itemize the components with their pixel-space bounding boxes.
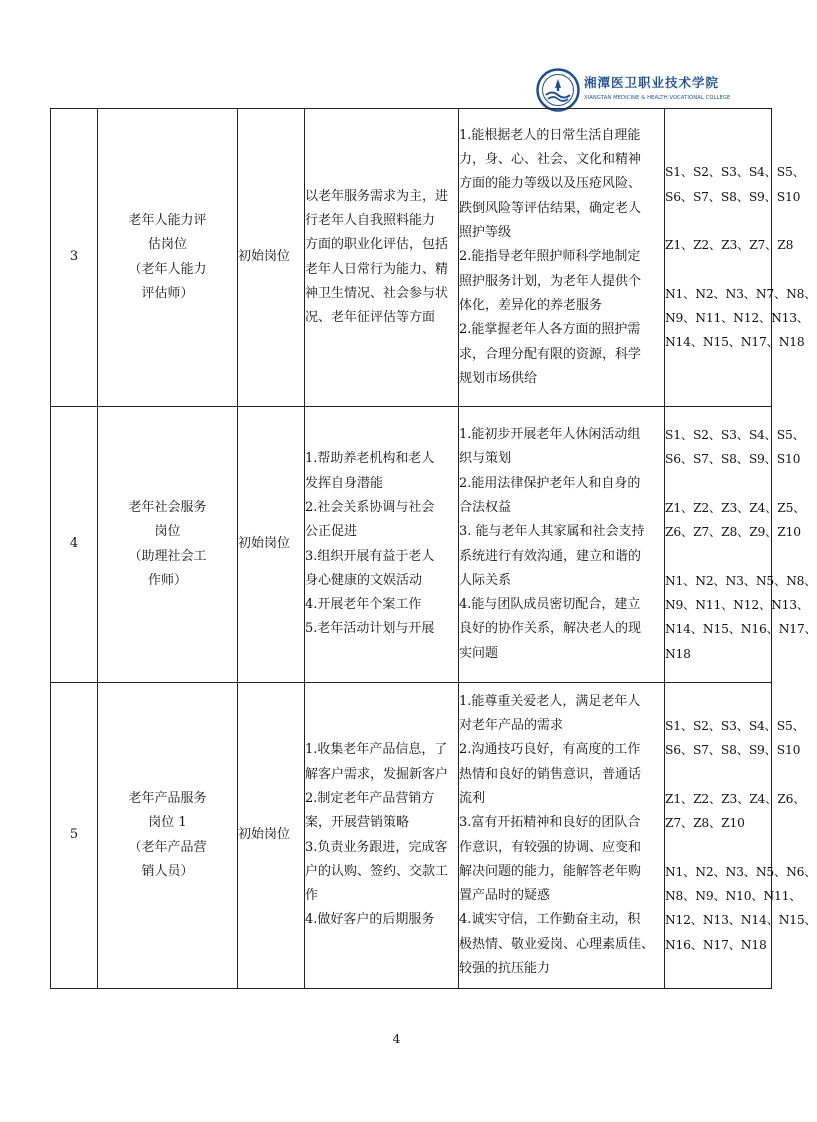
ability-requirements	[459, 683, 665, 989]
work-content-line: 以老年服务需求为主，进	[305, 188, 449, 204]
college-emblem-icon	[536, 68, 580, 112]
ability-requirements	[459, 109, 665, 407]
ability-requirement-line: 3. 能与老年人其家属和社会支持	[459, 524, 645, 540]
code-line: Z1、Z2、Z3、Z4、Z5、	[665, 500, 806, 515]
ability-requirement-line: 照护等级	[459, 225, 512, 241]
code-line: S1、S2、S3、S4、S5、	[665, 719, 805, 734]
ability-requirement-line: 1.能尊重关爱老人，满足老年人	[459, 693, 641, 709]
ability-requirement-line: 较强的抗压能力	[459, 960, 551, 976]
code-line: N12、N13、N14、N15、	[665, 913, 817, 928]
ability-requirement-line: 实问题	[459, 645, 499, 661]
code-line: N9、N11、N12、N13、	[665, 311, 809, 326]
position-type: 初始岗位	[238, 683, 305, 989]
work-content-line: 解客户需求，发掘新客户	[305, 766, 449, 782]
competency-codes	[665, 109, 817, 407]
position-name-line: 老年产品服务	[128, 790, 207, 806]
row-number: 4	[51, 407, 98, 683]
code-line: S6、S7、S8、S9、S10	[665, 743, 801, 758]
code-line: Z7、Z8、Z10	[665, 816, 745, 831]
position-name-line: 估岗位	[147, 237, 187, 253]
work-content-line: 身心健康的文娱活动	[305, 572, 423, 588]
position-name-line: （老年产品营	[128, 839, 207, 855]
position-name	[98, 109, 238, 407]
code-line: S1、S2、S3、S4、S5、	[665, 165, 805, 180]
position-name-line: 岗位 1	[148, 815, 187, 831]
work-content-line: 3.负责业务跟进，完成客	[305, 839, 448, 855]
competency-codes	[665, 407, 817, 683]
ability-requirement-line: 2.能指导老年照护师科学地制定	[459, 249, 641, 265]
school-name-cn: 湘潭医卫职业技术学院	[584, 75, 720, 90]
work-content-line: 案，开展营销策略	[305, 815, 410, 831]
position-type: 初始岗位	[238, 109, 305, 407]
competency-codes	[665, 683, 817, 989]
school-name-en: XIANGTAN MEDICINE & HEALTH VOCATIONAL COLLEGE	[584, 95, 731, 101]
ability-requirement-line: 2.能用法律保护老年人和自身的	[459, 475, 641, 491]
work-content-line: 况、老年征评估等方面	[305, 310, 436, 326]
position-name-line: 作师）	[147, 572, 187, 588]
position-name-line: 老年人能力评	[128, 212, 207, 228]
ability-requirement-line: 方面的能力等级以及压疮风险、	[459, 176, 642, 192]
page-number: 4	[392, 1032, 401, 1046]
position-type: 初始岗位	[238, 407, 305, 683]
row-number: 3	[51, 109, 98, 407]
code-line: S6、S7、S8、S9、S10	[665, 189, 801, 204]
work-content-line: 3.组织开展有益于老人	[305, 548, 435, 564]
ability-requirement-line: 置产品时的疑惑	[459, 888, 551, 904]
work-content-line: 5.老年活动计划与开展	[305, 621, 435, 637]
code-line: N14、N15、N16、N17、	[665, 622, 817, 637]
ability-requirement-line: 3.富有开拓精神和良好的团队合	[459, 815, 641, 831]
work-content-line: 神卫生情况、社会参与状	[305, 285, 449, 301]
work-content	[305, 683, 459, 989]
code-line: N8、N9、N10、N11、	[665, 889, 802, 904]
ability-requirements	[459, 407, 665, 683]
work-content-line: 户的认购、签约、交款工	[305, 863, 449, 879]
code-line: S1、S2、S3、S4、S5、	[665, 428, 805, 443]
position-name	[98, 407, 238, 683]
code-line: Z6、Z7、Z8、Z9、Z10	[665, 525, 801, 540]
ability-requirement-line: 求，合理分配有限的资源，科学	[459, 346, 642, 362]
ability-requirement-line: 作意识，有较强的协调、应变和	[459, 839, 642, 855]
code-line: Z1、Z2、Z3、Z4、Z6、	[665, 791, 806, 806]
ability-requirement-line: 跌倒风险等评估结果，确定老人	[459, 200, 642, 216]
work-content-line: 行老年人自我照料能力	[305, 212, 436, 228]
ability-requirement-line: 体化，差异化的养老服务	[459, 297, 603, 313]
ability-requirement-line: 人际关系	[459, 572, 512, 588]
work-content-line: 1.收集老年产品信息，了	[305, 742, 448, 758]
ability-requirement-line: 4.能与团队成员密切配合，建立	[459, 597, 641, 613]
work-content-line: 发挥自身潜能	[305, 475, 384, 491]
code-group-spacer	[665, 763, 771, 787]
position-name-line: 岗位	[154, 524, 181, 540]
ability-requirement-line: 热情和良好的销售意识，普通话	[459, 766, 642, 782]
position-name	[98, 683, 238, 989]
code-line: N9、N11、N12、N13、	[665, 598, 809, 613]
college-logo	[536, 68, 766, 112]
ability-requirement-line: 力，身、心、社会、文化和精神	[459, 152, 642, 168]
ability-requirement-line: 4.诚实守信，工作勤奋主动，积	[459, 912, 641, 928]
ability-requirement-line: 照护服务计划，为老年人提供个	[459, 273, 642, 289]
code-group-spacer	[665, 209, 771, 233]
code-line: Z1、Z2、Z3、Z7、Z8	[665, 238, 794, 253]
position-name-line: 销人员）	[141, 863, 194, 879]
ability-requirement-line: 1.能初步开展老年人休闲活动组	[459, 427, 641, 443]
work-content-line: 1.帮助养老机构和老人	[305, 451, 435, 467]
position-name-line: 评估师）	[141, 285, 194, 301]
ability-requirement-line: 合法权益	[459, 499, 512, 515]
work-content	[305, 407, 459, 683]
ability-requirement-line: 解决问题的能力，能解答老年购	[459, 863, 642, 879]
work-content-line: 方面的职业化评估，包括	[305, 237, 449, 253]
code-line: N1、N2、N3、N5、N6、	[665, 864, 817, 879]
code-line: N1、N2、N3、N5、N8、	[665, 573, 817, 588]
table-row	[51, 407, 772, 683]
code-line: N16、N17、N18	[665, 937, 767, 952]
ability-requirement-line: 极热情、敬业爱岗、心理素质佳、	[459, 936, 655, 952]
ability-requirement-line: 对老年产品的需求	[459, 718, 564, 734]
job-positions-table	[50, 108, 817, 989]
work-content-line: 公正促进	[305, 524, 358, 540]
work-content-line: 老年人日常行为能力、精	[305, 261, 449, 277]
position-name-line: （助理社会工	[128, 548, 207, 564]
work-content-line: 作	[305, 888, 319, 904]
position-name-line: （老年人能力	[128, 261, 207, 277]
work-content-line: 4.做好客户的后期服务	[305, 912, 435, 928]
row-number: 5	[51, 683, 98, 989]
table-row	[51, 683, 772, 989]
ability-requirement-line: 良好的协作关系，解决老人的现	[459, 621, 642, 637]
work-content-line: 2.制定老年产品营销方	[305, 790, 435, 806]
work-content-line: 2.社会关系协调与社会	[305, 499, 435, 515]
ability-requirement-line: 织与策划	[459, 451, 512, 467]
code-line: S6、S7、S8、S9、S10	[665, 452, 801, 467]
code-group-spacer	[665, 472, 771, 496]
ability-requirement-line: 流利	[459, 790, 486, 806]
code-group-spacer	[665, 545, 771, 569]
work-content-line: 4.开展老年个案工作	[305, 597, 422, 613]
code-group-spacer	[665, 258, 771, 282]
code-line: N18	[665, 646, 691, 661]
position-name-line: 老年社会服务	[128, 499, 207, 515]
code-line: N1、N2、N3、N7、N8、	[665, 286, 817, 301]
ability-requirement-line: 规划市场供给	[459, 370, 538, 386]
table-row	[51, 109, 772, 407]
ability-requirement-line: 2.沟通技巧良好，有高度的工作	[459, 742, 641, 758]
work-content	[305, 109, 459, 407]
ability-requirement-line: 1.能根据老人的日常生活自理能	[459, 127, 641, 143]
code-line: N14、N15、N17、N18	[665, 335, 805, 350]
ability-requirement-line: 2.能掌握老年人各方面的照护需	[459, 322, 641, 338]
ability-requirement-line: 系统进行有效沟通，建立和谐的	[459, 548, 642, 564]
code-group-spacer	[665, 836, 771, 860]
